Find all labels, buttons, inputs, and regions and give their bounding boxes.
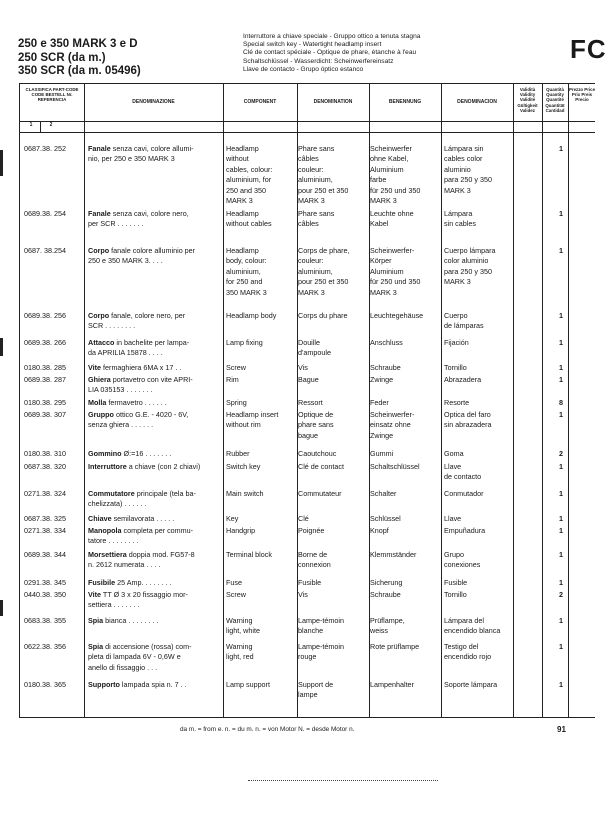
description-it — [88, 616, 222, 626]
header-es: DENOMINACION — [457, 99, 497, 105]
part-code: 0180.38. 285 — [24, 363, 66, 372]
description-it-text: lampada spia n. 7 . . — [119, 680, 187, 689]
quantity: 2 — [559, 590, 563, 599]
description-es: Testigo del encendido rojo — [444, 642, 492, 662]
description-de: Scheinwerfer- einsatz ohne Zwinge — [370, 410, 415, 440]
description-fr: Douille d'ampoule — [298, 338, 331, 358]
description-it — [88, 642, 222, 673]
description-en: Warning light, red — [226, 642, 254, 662]
header-en: COMPONENT — [243, 99, 277, 105]
part-code: 0687.38. 325 — [24, 514, 66, 523]
quantity: 1 — [559, 311, 563, 320]
description-es: Lámpara sin cables — [444, 209, 476, 229]
description-it-keyword: Morsettiera — [88, 550, 127, 559]
description-de: Zwinge — [370, 375, 394, 384]
part-code: 0271.38. 334 — [24, 526, 66, 535]
description-en: Rubber — [226, 449, 250, 458]
description-it-text: senza cavi, colore allumi- nio, per 250 e 350 MARK 3 — [88, 144, 194, 164]
description-fr: Phare sans câbles couleur: aluminium, pour 250 et 350 MARK 3 — [298, 144, 349, 206]
description-en: Spring — [226, 398, 247, 407]
description-it-text: a chiave (con 2 chiavi) — [126, 462, 201, 471]
part-code: 0689.38. 254 — [24, 209, 66, 218]
part-code: 0687. 38.254 — [24, 246, 66, 255]
description-es: Cuerpo de lámparas — [444, 311, 484, 331]
description-fr: Clé — [298, 514, 309, 523]
part-code: 0271.38. 324 — [24, 489, 66, 498]
description-en: Rim — [226, 375, 239, 384]
description-fr: Caoutchouc — [298, 449, 337, 458]
description-it — [88, 375, 222, 396]
description-it — [88, 449, 222, 459]
description-fr: Vis — [298, 590, 308, 599]
description-fr: Lampe-témoin rouge — [298, 642, 344, 662]
margin-mark — [0, 338, 3, 356]
description-it-keyword: Ghiera — [88, 375, 111, 384]
description-it-text: doppia mod. FG57-8 n. 2612 numerata . . . . — [88, 550, 195, 570]
description-it-text: TT Ø 3 x 20 fissaggio mor- settiera . . . . . . . — [88, 590, 188, 610]
quantity: 1 — [559, 462, 563, 471]
description-de: Gummi — [370, 449, 394, 458]
description-it — [88, 246, 222, 267]
description-de: Rote prüflampe — [370, 642, 420, 651]
description-es: Abrazadera — [444, 375, 482, 384]
description-fr: Corps du phare — [298, 311, 348, 320]
description-de: Leuchte ohne Kabel — [370, 209, 414, 229]
part-code: 0180.38. 365 — [24, 680, 66, 689]
description-it-text: portavetro con vite APRI- LIA 035153 . . . . . . . — [88, 375, 193, 395]
quantity: 8 — [559, 398, 563, 407]
description-es: Lámpara del encendido blanca — [444, 616, 501, 636]
description-it-text: completa per commu- tatore . . . . . . . . — [88, 526, 194, 546]
description-it-text: senza cavi, colore nero, per SCR . . . . . . . — [88, 209, 189, 229]
description-it-keyword: Spia — [88, 616, 104, 625]
description-it-keyword: Manopola — [88, 526, 122, 535]
description-fr: Poignée — [298, 526, 325, 535]
part-code: 0291.38. 345 — [24, 578, 66, 587]
description-it-keyword: Commutatore — [88, 489, 135, 498]
description-en: Headlamp without cables, colour: aluminium, for 250 and 350 MARK 3 — [226, 144, 273, 206]
description-it — [88, 489, 222, 510]
quantity: 1 — [559, 550, 563, 559]
description-es: Cuerpo lámpara color aluminio para 250 y 350 MARK 3 — [444, 246, 496, 287]
description-it — [88, 578, 222, 588]
description-en: Handgrip — [226, 526, 256, 535]
quantity: 1 — [559, 410, 563, 419]
description-es: Llave — [444, 514, 462, 523]
description-en: Switch key — [226, 462, 261, 471]
part-code: 0622.38. 356 — [24, 642, 66, 651]
description-it-keyword: Molla — [88, 398, 107, 407]
subtitle-es: Llave de contacto - Grupo óptico estanco — [243, 65, 364, 73]
description-de: Schaltschlüssel — [370, 462, 420, 471]
quantity: 1 — [559, 680, 563, 689]
description-it-keyword: Fanale — [88, 144, 111, 153]
description-de: Lampenhalter — [370, 680, 414, 689]
description-it — [88, 590, 222, 611]
description-fr: Corps de phare, couleur: aluminium, pour 250 et 350 MARK 3 — [298, 246, 350, 297]
description-it-text: ottico G.E. - 4020 - 6V, senza ghiera . . . . . . — [88, 410, 189, 430]
description-en: Fuse — [226, 578, 242, 587]
description-es: Tornillo — [444, 590, 467, 599]
description-es: Goma — [444, 449, 464, 458]
description-es: Tornillo — [444, 363, 467, 372]
description-it-text: fermavetro . . . . . . — [106, 398, 167, 407]
section-code: FC — [570, 34, 607, 64]
header-quantity: Quantità Quantity Quantité Quantität Cantidad — [545, 87, 565, 113]
description-de: Leuchtegehäuse — [370, 311, 424, 320]
description-de: Schraube — [370, 363, 401, 372]
description-fr: Bague — [298, 375, 319, 384]
quantity: 1 — [559, 375, 563, 384]
description-it-keyword: Gruppo — [88, 410, 114, 419]
description-it-text: di accensione (rossa) com- pleta di lampada 6V - 0,6W e anello di fissaggio . . . — [88, 642, 192, 672]
header-it: DENOMINAZIONE — [132, 99, 175, 105]
description-it-keyword: Fanale — [88, 209, 111, 218]
part-code: 0687.38. 320 — [24, 462, 66, 471]
description-it-keyword: Interruttore — [88, 462, 127, 471]
description-it — [88, 680, 222, 690]
description-es: Optica del faro sin abrazadera — [444, 410, 492, 430]
model-line-2: 250 SCR (da m.) — [18, 51, 106, 64]
margin-mark — [0, 600, 3, 616]
description-de: Anschluss — [370, 338, 403, 347]
description-it-text: 25 Amp. . . . . . . . — [115, 578, 172, 587]
model-line-3: 350 SCR (da m. 05496) — [18, 65, 141, 77]
description-de: Feder — [370, 398, 389, 407]
footer-note: da m. = from e. n. = du m. n. = von Motor N. = desde Motor n. — [180, 726, 355, 733]
part-code: 0689.38. 266 — [24, 338, 66, 347]
part-code: 0180.38. 310 — [24, 449, 66, 458]
description-en: Headlamp body, colour: aluminium, for 250 and 350 MARK 3 — [226, 246, 267, 297]
description-de: Schraube — [370, 590, 401, 599]
description-fr: Commutateur — [298, 489, 342, 498]
description-de: Scheinwerfer- Körper Aluminium für 250 und 350 MARK 3 — [370, 246, 421, 297]
description-es: Empuñadura — [444, 526, 486, 535]
quantity: 1 — [559, 526, 563, 535]
subtitle-it: Interruttore a chiave speciale - Gruppo ottico a tenuta stagna — [243, 33, 421, 40]
description-it — [88, 550, 222, 571]
description-it-text: fanale, colore nero, per SCR . . . . . . . . — [88, 311, 186, 331]
description-it-keyword: Spia — [88, 642, 104, 651]
description-en: Lamp fixing — [226, 338, 263, 347]
description-fr: Fusible — [298, 578, 322, 587]
header-code-sub-2: 2 — [49, 122, 53, 128]
description-it — [88, 311, 222, 332]
subtitle-de: Schaltschlüssel - Wasserdicht: Scheinwerfereinsatz — [243, 57, 394, 65]
description-it — [88, 209, 222, 230]
part-code: 0180.38. 295 — [24, 398, 66, 407]
model-list — [18, 38, 141, 79]
header-validity: Validità Validity Validité Gültigkeit Validez — [517, 87, 538, 113]
description-es: Resorte — [444, 398, 470, 407]
description-it — [88, 398, 222, 408]
part-code: 0689.38. 287 — [24, 375, 66, 384]
part-code: 0689.38. 344 — [24, 550, 66, 559]
quantity: 1 — [559, 642, 563, 651]
description-de: Klemmständer — [370, 550, 417, 559]
description-it — [88, 514, 222, 524]
description-en: Terminal block — [226, 550, 272, 559]
part-code: 0683.38. 355 — [24, 616, 66, 625]
margin-mark — [0, 150, 3, 176]
description-en: Screw — [226, 590, 246, 599]
description-fr: Phare sans câbles — [298, 209, 335, 229]
section-subtitle — [243, 33, 420, 74]
page-number: 91 — [557, 725, 566, 734]
description-it-text: Ø:=16 . . . . . . . — [121, 449, 172, 458]
description-de: Scheinwerfer ohne Kabel, Aluminium farbe für 250 und 350 MARK 3 — [370, 144, 421, 206]
description-en: Headlamp body — [226, 311, 277, 320]
description-fr: Support de lampe — [298, 680, 334, 700]
description-it-keyword: Fusibile — [88, 578, 116, 587]
description-it — [88, 363, 222, 373]
description-es: Soporte lámpara — [444, 680, 498, 689]
description-it-keyword: Attacco — [88, 338, 115, 347]
description-it — [88, 144, 222, 165]
description-en: Key — [226, 514, 239, 523]
quantity: 1 — [559, 209, 563, 218]
description-it — [88, 462, 222, 472]
description-de: Sicherung — [370, 578, 403, 587]
description-it-keyword: Vite — [88, 363, 102, 372]
description-it-text: fanale colore alluminio per 250 e 350 MARK 3. . . . — [88, 246, 196, 266]
description-fr: Vis — [298, 363, 308, 372]
description-en: Headlamp insert without rim — [226, 410, 279, 430]
description-en: Warning light, white — [226, 616, 260, 636]
quantity: 1 — [559, 363, 563, 372]
description-it-keyword: Gommino — [88, 449, 122, 458]
part-code: 0689.38. 307 — [24, 410, 66, 419]
description-es: Fijación — [444, 338, 469, 347]
description-de: Prüflampe, weiss — [370, 616, 405, 636]
description-it-keyword: Corpo — [88, 246, 110, 255]
quantity: 2 — [559, 449, 563, 458]
quantity: 1 — [559, 616, 563, 625]
header-fr: DENOMINATION — [313, 99, 353, 105]
header-price: Prezzo Price Prix Preis Precio — [568, 87, 596, 103]
description-it — [88, 410, 222, 431]
description-en: Screw — [226, 363, 246, 372]
part-code: 0440.38. 350 — [24, 590, 66, 599]
quantity: 1 — [559, 338, 563, 347]
description-fr: Clé de contact — [298, 462, 344, 471]
description-it-text: semilavorata . . . . . — [111, 514, 175, 523]
header-code-sub-1: 1 — [29, 122, 33, 128]
description-de: Schlüssel — [370, 514, 401, 523]
description-it-keyword: Vite — [88, 590, 102, 599]
description-es: Fusible — [444, 578, 468, 587]
description-fr: Optique de phare sans bague — [298, 410, 334, 440]
part-code: 0689.38. 256 — [24, 311, 66, 320]
quantity: 1 — [559, 578, 563, 587]
quantity: 1 — [559, 489, 563, 498]
description-es: Llave de contacto — [444, 462, 482, 482]
description-de: Schalter — [370, 489, 397, 498]
description-it-text: principale (tela ba- chelizzata) . . . . . . — [88, 489, 196, 509]
description-it-keyword: Corpo — [88, 311, 110, 320]
description-en: Headlamp without cables — [226, 209, 272, 229]
description-es: Lámpara sin cables color aluminio para 250 y 350 MARK 3 — [444, 144, 492, 195]
description-it-text: in bachelite per lampa- da APRILIA 15878 . . . . — [88, 338, 190, 358]
subtitle-fr: Clé de contact spéciale - Optique de phare, étanche à l'eau — [243, 49, 417, 57]
description-es: Grupo conexiones — [444, 550, 481, 570]
description-it — [88, 526, 222, 547]
description-it-keyword: Supporto — [88, 680, 120, 689]
parts-table — [19, 83, 595, 718]
quantity: 1 — [559, 246, 563, 255]
description-it-text: bianca . . . . . . . . — [103, 616, 159, 625]
description-fr: Lampe-témoin blanche — [298, 616, 344, 636]
description-en: Lamp support — [226, 680, 270, 689]
model-line-1: 250 e 350 MARK 3 e D — [18, 38, 138, 50]
description-fr: Ressort — [298, 398, 323, 407]
header-code: CLASSIFICA PART-CODE CODE BESTELL Nr. REFERENCIA — [25, 87, 79, 103]
description-it-text: fermaghiera 6MA x 17 . . — [101, 363, 182, 372]
header-de: BENENNUNG — [388, 99, 422, 105]
description-de: Knopf — [370, 526, 389, 535]
description-en: Main switch — [226, 489, 264, 498]
description-fr: Borne de connexion — [298, 550, 331, 570]
quantity: 1 — [559, 514, 563, 523]
quantity: 1 — [559, 144, 563, 153]
divider — [248, 780, 438, 781]
description-es: Conmutador — [444, 489, 484, 498]
part-code: 0687.38. 252 — [24, 144, 66, 153]
description-it-keyword: Chiave — [88, 514, 112, 523]
description-it — [88, 338, 222, 359]
subtitle-en: Special switch key - Watertight headlamp insert — [243, 41, 382, 49]
